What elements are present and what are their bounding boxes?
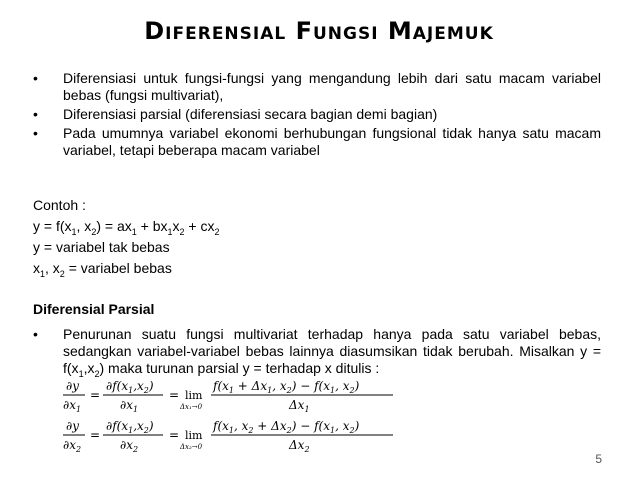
formula-part: $\partial x_2$ [63,438,82,454]
formula-part: Δx₂→0 [180,443,203,451]
formula-part: $f(x_1 + \Delta x_1$, $x_2) - f(x_1$, $x_2$) [213,379,360,395]
partial-formula-x1 [63,378,463,414]
formula-part: lim [185,389,203,402]
example-section [33,195,601,279]
example-independent [33,258,601,279]
bullet-icon: • [33,326,38,342]
formula-part: $f(x_1$, $x_2 + \Delta x_2) - f(x_1$, $x_2$) [213,419,360,435]
example-heading: Contoh : [33,197,86,213]
list-item [33,125,601,159]
formula-part: $\partial f(x_1,x_2)$ [106,419,154,435]
formula-part: $\Delta x_1$ [289,398,310,414]
intro-bullet-list [33,70,601,161]
list-item [33,326,601,377]
bullet-icon: • [33,106,38,122]
partial-heading-wrap [33,299,601,320]
formula-part: $\partial x_2$ [120,438,139,454]
partial-heading: Diferensial Parsial [33,301,155,317]
formula-part: lim [185,429,203,442]
formula-part: $\partial x_1$ [120,398,139,414]
bullet-icon: • [33,70,38,86]
partial-formula-x2 [63,418,463,454]
formula-part: = [90,388,101,402]
example-function [33,216,601,237]
formula-part: = [90,428,101,442]
bullet-text: Penurunan suatu fungsi multivariat terhadap hanya pada satu variabel bebas, sedangkan variabel-variabel bebas lainnya diasumsikan tidak berubah. Misalkan $y = f(x_1,x_2)$ maka turunan parsial y = terhadap x ditulis : [63,326,601,379]
formula-part: $\Delta x_2$ [289,438,310,454]
formula-part: Δx₁→0 [180,403,203,411]
page-number: 5 [595,452,602,466]
example-dependent: y = variabel tak bebas [33,239,170,255]
list-item [33,70,601,104]
formula-part: ∂y [66,419,79,433]
partial-bullet-list [33,326,601,377]
bullet-text: Pada umumnya variabel ekonomi berhubungan fungsional tidak hanya satu macam variabel, tetapi beberapa macam variabel [63,125,601,158]
formula-part: $\partial f(x_1,x_2)$ [106,379,154,395]
sub-label: $y = f(x_1$, $x_2) = ax_1 + bx_1x_2 + cx_2$ [33,218,220,237]
bullet-text: Diferensiasi untuk fungsi-fungsi yang mengandung lebih dari satu macam variabel bebas (fungsi multivariat), [63,70,601,103]
formula-part: $\partial x_1$ [63,398,82,414]
formula-part: = [169,428,180,442]
sub-label: $x_1$, $x_2$ = variabel bebas [33,260,172,279]
formula-part: = [169,388,180,402]
slide-title: Diferensial Fungsi Majemuk [144,17,494,45]
bullet-icon: • [33,125,38,141]
bullet-text: Diferensiasi parsial (diferensiasi secara bagian demi bagian) [63,106,438,122]
list-item [33,106,601,123]
formula-part: ∂y [66,379,79,393]
